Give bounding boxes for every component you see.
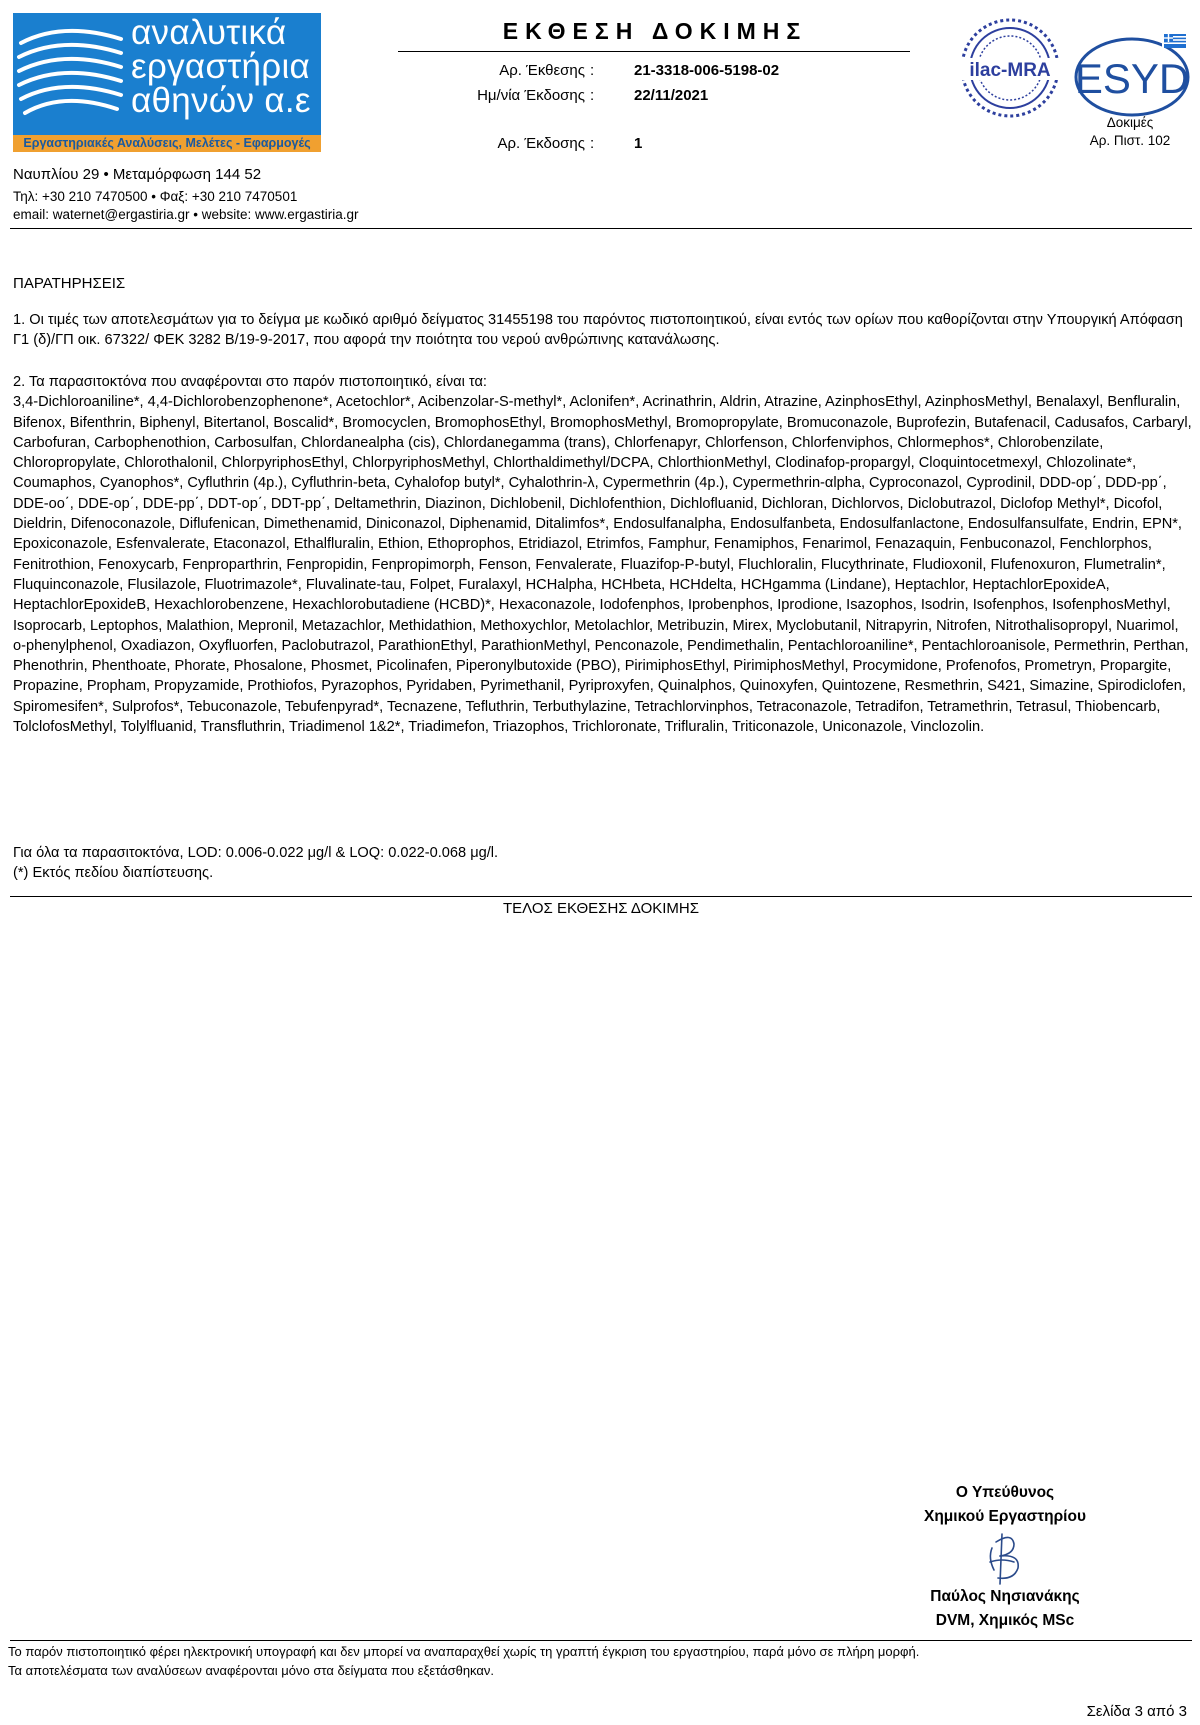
report-number-row [400,62,800,82]
issue-number-value: 1 [634,135,643,152]
remarks-title: ΠΑΡΑΤΗΡΗΣΕΙΣ [13,275,126,292]
footer-scope-note: Τα αποτελέσματα των αναλύσεων αναφέρονται μόνο στα δείγματα που εξετάσθηκαν. [8,1663,495,1678]
company-name-line: αθηνών α.ε [131,81,311,120]
accreditation-footnote: (*) Εκτός πεδίου διαπίστευσης. [13,865,214,882]
remarks-item-1: 1. Οι τιμές των αποτελεσμάτων για το δείγμα με κωδικό αριθμό δείγματος 31455198 του παρόντος πιστοποιητικού, είναι εντός των ορίων που καθορίζονται στην Υπουργική Απόφαση Γ1 (δ)/ΓΠ οικ. 67322/ ΦΕΚ 3282 Β/19-9-2017, που αφορά την ποιότητα του νερού ανθρώπινης κατανάλωσης. [13,312,1183,349]
colon: : [590,135,595,152]
report-number-value: 21-3318-006-5198-02 [634,62,780,79]
company-phone-fax: Τηλ: +30 210 7470500 • Φαξ: +30 210 7470501 [13,189,298,204]
pesticide-list: 3,4-Dichloroaniline*, 4,4-Dichlorobenzophenone*, Acetochlor*, Acibenzolar-S-methyl*, Aclonifen*, Acrinathrin, Aldrin, Atrazine, AzinphosEthyl, AzinphosMethyl, Benalaxyl, Benfluralin, Bifenox, Bifenthrin, Biphenyl, Bitertanol, Boscalid*, Bromocyclen, BromophosEthyl, BromophosMethyl, Bromopropylate, Bromuconazole, Buprofezin, Butafenacil, Cadusafos, Carbaryl, Carbofuran, Carbophenothion, Carbosulfan, Chlordanealpha (cis), Chlordanegamma (trans), Chlorfenapyr, Chlorfenson, Chlorfenviphos, Chlormephos*, Chlorobenzilate, Chloropropylate, Chlorothalonil, ChlorpyriphosEthyl, ChlorpyriphosMethyl, Chlorthaldimethyl/DCPA, ChlorthionMethyl, Clodinafop-propargyl, Cloquintocetmexyl, Chlozolinate*, Coumaphos, Cyanophos*, Cyfluthrin (4p.), Cyfluthrin-beta, Cyhalofop butyl*, Cyhalothrin-λ, Cypermethrin (4p.), Cypermethrin-αlpha, Cyproconazol, Cyprodinil, DDD-op΄, DDD-pp΄, DDE-oo΄, DDE-op΄, DDE-pp΄, DDT-op΄, DDT-pp΄, Deltamethrin, Diazinon, Dichlobenil, Dichlofenthion, Dichlofluanid, Dichloran, Dichlorvos, Diclobutrazol, Diclofop Methyl*, Dicofol, Dieldrin, Difenoconazole, Diflufenican, Dimethenamid, Diniconazol, Diphenamid, Ditalimfos*, Endosulfanalpha, Endosulfanbeta, Endosulfanlactone, Endosulfansulfate, Endrin, EPN*, Epoxiconazole, Esfenvalerate, Etaconazol, Ethalfluralin, Ethion, Ethoprophos, Etridiazol, Etrimfos, Famphur, Fenamiphos, Fenarimol, Fenazaquin, Fenbuconazol, Fenchlorphos, Fenitrothion, Fenoxycarb, Fenproparthrin, Fenpropidin, Fenpropimorph, Fenson, Fenvalerate, Fluazifop-P-butyl, Fluchloralin, Flucythrinate, Fludioxonil, Flufenoxuron, Flumetralin*, Fluquinconazole, Flusilazole, Fluotrimazole*, Fluvalinate-tau, Folpet, Furalaxyl, HCHalpha, HCHbeta, HCHdelta, HCHgamma (Lindane), Heptachlor, HeptachlorEpoxideA, HeptachlorEpoxideB, Hexachlorobenzene, Hexachlorobutadiene (HCBD)*, Hexaconazole, Iodofenphos, Iprobenphos, Iprodione, Isazophos, Isodrin, Isofenphos, IsofenphosMethyl, Isoprocarb, Leptophos, Malathion, Mepronil, Metazachlor, Methidathion, Methoxychlor, Metolachlor, Metribuzin, Mirex, Myclobutanil, Nitrapyrin, Nitrofen, Nitrothalisopropyl, Nuarimol, o-phenylphenol, Oxadiazon, Oxyfluorfen, Paclobutrazol, ParathionEthyl, ParathionMethyl, Penconazole, Pendimethalin, Pentachloroaniline*, Pentachloroanisole, Permethrin, Perthan, Phenothrin, Phenthoate, Phorate, Phosalone, Phosmet, Picolinafen, Piperonylbutoxide (PBO), PirimiphosEthyl, PirimiphosMethyl, Procymidone, Profenofos, Prometryn, Propargite, Propazine, Propham, Propyzamide, Prothiofos, Pyrazophos, Pyridaben, Pyrimethanil, Pyriproxyfen, Quinalphos, Quinoxyfen, Quintozene, Resmethrin, S421, Simazine, Spirodiclofen, Spiromesifen*, Sulprofos*, Tebuconazole, Tebufenpyrad*, Tecnazene, Tefluthrin, Terbuthylazine, Tetrachlorvinphos, Tetraconazole, Tetradifon, Tetramethrin, Tetrasul, Thiobencarb, TolclofosMethyl, Tolylfluanid, Transfluthrin, Triadimenol 1&2*, Triadimefon, Triazophos, Trichloronate, Trifluralin, Triticonazole, Uniconazole, Vinclozolin. [13,394,1192,736]
company-email-web: email: waternet@ergastiria.gr • website: www.ergastiria.gr [13,207,359,222]
greek-flag-icon [1164,34,1186,48]
issue-number-row [400,135,800,155]
accreditation-type: Δοκιμές [1106,115,1154,130]
handwritten-signature-icon [978,1528,1038,1588]
header-divider [10,228,1192,229]
end-divider [10,896,1192,897]
footer-divider [10,1640,1192,1641]
signatory-role: Ο Υπεύθυνος [955,1484,1055,1501]
esyd-text: ESYD [1074,55,1190,102]
report-title: ΕΚΘΕΣΗ ΔΟΚΙΜΗΣ [502,18,808,44]
company-name-line: εργαστήρια [131,47,311,86]
company-name-line: αναλυτικά [131,13,287,52]
colon: : [590,87,595,104]
issue-number-label: Αρ. Έκδοσης [497,135,585,152]
title-divider [398,51,910,52]
company-name [131,13,311,120]
page-number: Σελίδα 3 από 3 [1086,1703,1187,1720]
wave-logo-icon [13,13,128,135]
accreditation-number: Αρ. Πιστ. 102 [1089,133,1171,148]
company-address: Ναυπλίου 29 • Μεταμόρφωση 144 52 [13,166,262,183]
end-of-report: ΤΕΛΟΣ ΕΚΘΕΣΗΣ ΔΟΚΙΜΗΣ [502,900,700,917]
issue-date-value: 22/11/2021 [634,87,709,104]
esyd-logo-icon [1072,30,1192,120]
remarks-item-2 [13,372,1193,737]
company-logo [13,13,321,135]
remarks-notes [13,843,1193,884]
issue-date-label: Ημ/νία Έκδοσης [477,87,585,104]
lod-loq-note: Για όλα τα παρασιτοκτόνα, LOD: 0.006-0.022 μg/l & LOQ: 0.022-0.068 μg/l. [13,845,499,861]
signatory-department: Χημικού Εργαστηρίου [924,1508,1086,1525]
company-tagline: Εργαστηριακές Αναλύσεις, Μελέτες - Εφαρμογές [13,135,321,152]
signatory-title: DVM, Χημικός MSc [935,1612,1075,1629]
ilac-mra-text: ilac-MRA [969,60,1051,81]
remarks-item-2-intro: 2. Τα παρασιτοκτόνα που αναφέρονται στο παρόν πιστοποιητικό, είναι τα: [13,374,487,390]
report-number-label: Αρ. Έκθεσης [499,62,585,79]
issue-date-row [400,87,800,107]
signatory-name: Παύλος Νησιανάκης [930,1588,1080,1605]
footer-disclaimer: Το παρόν πιστοποιητικό φέρει ηλεκτρονική υπογραφή και δεν μπορεί να αναπαραχθεί χωρίς τη γραπτή έγκριση του εργαστηρίου, παρά μόνο σε πλήρη μορφή. [8,1644,920,1659]
colon: : [590,62,595,79]
ilac-mra-logo-icon [958,16,1062,120]
